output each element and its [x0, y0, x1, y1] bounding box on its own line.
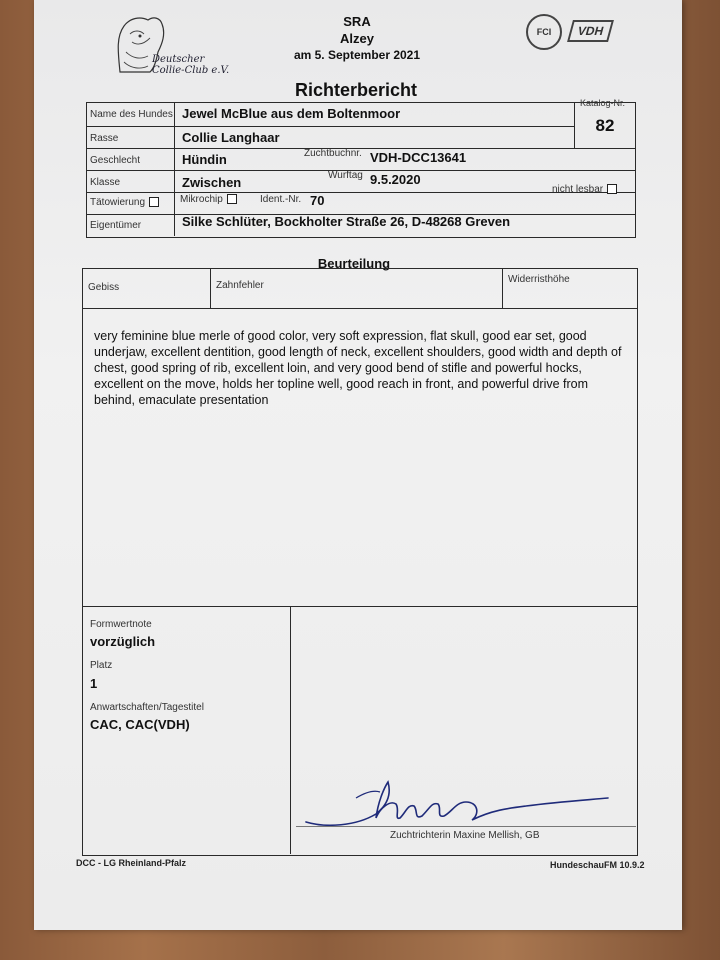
label-tattoo — [90, 197, 159, 208]
label-missing-teeth: Zahnfehler — [216, 280, 264, 291]
label-class: Klasse — [90, 177, 121, 188]
titles: CAC, CAC(VDH) — [90, 717, 190, 732]
label-microchip — [180, 194, 237, 205]
breed: Collie Langhaar — [182, 130, 280, 145]
unreadable-label: nicht lesbar — [552, 184, 604, 195]
label-titles: Anwartschaften/Tagestitel — [90, 702, 204, 713]
label-studbook: Zuchtbuchnr. — [304, 148, 362, 159]
label-unreadable — [552, 184, 617, 195]
fci-logo — [526, 14, 562, 50]
collie-club-logo — [110, 12, 230, 82]
vdh-logo — [567, 20, 614, 42]
label-height: Widerristhöhe — [508, 274, 570, 285]
label-owner: Eigentümer — [90, 220, 142, 231]
label-sex: Geschlecht — [90, 155, 141, 166]
label-ident: Ident.-Nr. — [260, 194, 302, 205]
place: 1 — [90, 676, 98, 691]
judge-signature — [296, 768, 616, 838]
judge-report-sheet — [34, 0, 682, 930]
club-name: Deutscher Collie-Club e.V. — [152, 54, 230, 76]
grade: vorzüglich — [90, 634, 156, 649]
judge-caption: Zuchtrichterin Maxine Mellish, GB — [390, 830, 540, 841]
label-whelp-date: Wurftag — [328, 170, 363, 181]
sex: Hündin — [182, 152, 227, 167]
label-catalog: Katalog-Nr. — [580, 98, 626, 108]
label-place: Platz — [90, 660, 113, 671]
show-location: Alzey — [340, 31, 374, 46]
show-name: SRA — [343, 14, 371, 29]
owner: Silke Schlüter, Bockholter Straße 26, D-48268 Greven — [182, 214, 511, 229]
label-grade: Formwertnote — [90, 619, 152, 630]
label-teeth: Gebiss — [88, 282, 120, 293]
class: Zwischen — [182, 175, 242, 190]
ident-number: 70 — [310, 193, 325, 208]
tattoo-checkbox[interactable] — [149, 197, 159, 207]
vdh-label: VDH — [576, 24, 606, 38]
tattoo-label: Tätowierung — [90, 197, 146, 208]
studbook-number: VDH-DCC13641 — [370, 150, 467, 165]
label-dog-name: Name des Hundes — [90, 109, 173, 120]
catalog-number: 82 — [595, 116, 615, 135]
dog-name: Jewel McBlue aus dem Boltenmoor — [182, 106, 401, 121]
footer-right: HundeschauFM 10.9.2 — [550, 860, 645, 870]
label-breed: Rasse — [90, 133, 119, 144]
footer-left: DCC - LG Rheinland-Pfalz — [76, 858, 186, 868]
judge-comment: very feminine blue merle of good color, very soft expression, flat skull, good ear set, good underjaw, excellent dentition, good length of neck, excellent shoulders, good width and depth of chest, good spring of rib, excellent loin, and very good bend of stifle and powerful hocks, excellent on the move, holds her topline well, good reach in front, and powerful drive from behind, emaculate presentation — [94, 329, 622, 407]
show-date: am 5. September 2021 — [293, 48, 421, 62]
unreadable-checkbox[interactable] — [607, 184, 617, 194]
microchip-label: Mikrochip — [180, 194, 223, 205]
fci-label: FCI — [536, 27, 552, 37]
microchip-checkbox[interactable] — [227, 194, 237, 204]
whelp-date: 9.5.2020 — [370, 172, 421, 187]
report-title: Richterbericht — [294, 80, 418, 100]
evaluation-title: Beurteilung — [317, 256, 391, 271]
